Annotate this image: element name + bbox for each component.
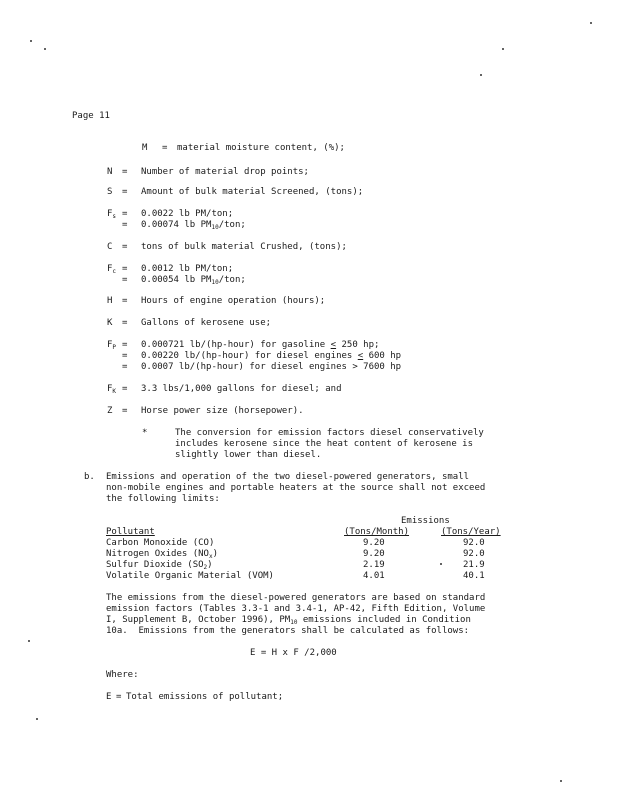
def-n-equals: = — [122, 167, 128, 177]
table-row-pollutant: Volatile Organic Material (VOM) — [106, 571, 274, 581]
footnote-marker: * — [142, 428, 148, 438]
def-fk-symbol: $F_K$ — [107, 384, 117, 395]
table-row-yearly: 92.0 — [463, 538, 485, 548]
def-e-equals: = — [116, 692, 122, 702]
section-b-marker: b. — [84, 472, 95, 482]
section-b-line-1: Emissions and operation of the two diesel-powered generators, small — [106, 472, 470, 482]
def-fs-equals: = — [122, 209, 128, 219]
def-k-text: Gallons of kerosene use; — [141, 318, 272, 328]
def-z-equals: = — [122, 406, 128, 416]
scan-speck — [30, 40, 32, 42]
def-h-text: Hours of engine operation (hours); — [141, 296, 326, 306]
footnote-line-1: The conversion for emission factors diesel conservatively — [175, 428, 484, 438]
def-fs-line2: 0.00074 lb $PM_{10}$/ton; — [141, 220, 246, 231]
def-s-symbol: S — [107, 187, 113, 197]
table-row-yearly: 40.1 — [463, 571, 485, 581]
table-header-pollutant: Pollutant — [106, 527, 155, 537]
def-fk-equals: = — [122, 384, 128, 394]
def-fp-line3: 0.0007 lb/(hp-hour) for diesel engines > 7600 hp — [141, 362, 402, 372]
scan-speck — [590, 22, 592, 24]
def-fc-line2: 0.00054 lb $PM_{10}$/ton; — [141, 275, 246, 286]
paragraph-2-line-1: The emissions from the diesel-powered generators are based on standard — [106, 593, 486, 603]
section-b-line-3: the following limits: — [106, 494, 220, 504]
def-e-symbol: E — [106, 692, 112, 702]
table-row-monthly: 4.01 — [363, 571, 385, 581]
scan-speck — [560, 780, 562, 782]
table-row-pollutant: Carbon Monoxide (CO) — [106, 538, 215, 548]
def-n-symbol: N — [107, 167, 113, 177]
def-fc-equals-2: = — [122, 275, 128, 285]
table-row-monthly: 9.20 — [363, 549, 385, 559]
def-s-equals: = — [122, 187, 128, 197]
def-fp-equals-2: = — [122, 351, 128, 361]
scan-speck — [44, 48, 46, 50]
table-row-monthly: 9.20 — [363, 538, 385, 548]
paragraph-2-line-4: 10a. Emissions from the generators shall be calculated as follows: — [106, 626, 470, 636]
where-label: Where: — [106, 670, 139, 680]
page-label: Page 11 — [72, 111, 110, 121]
def-h-symbol: H — [107, 296, 113, 306]
table-row-monthly: 2.19 — [363, 560, 385, 570]
def-k-symbol: K — [107, 318, 113, 328]
def-c-symbol: C — [107, 242, 113, 252]
def-fp-line1: 0.000721 lb/(hp-hour) for gasoline < 250 hp; — [141, 340, 380, 350]
scan-speck — [480, 74, 482, 76]
def-m-text: material moisture content, (%); — [177, 143, 345, 153]
paragraph-2-line-2: emission factors (Tables 3.3-1 and 3.4-1, AP-42, Fifth Edition, Volume — [106, 604, 486, 614]
def-fs-symbol: $F_s$ — [107, 209, 117, 220]
scan-speck — [440, 563, 442, 565]
def-m-equals: = — [162, 143, 168, 153]
def-k-equals: = — [122, 318, 128, 328]
def-fs-line1: 0.0022 lb PM/ton; — [141, 209, 234, 219]
def-fp-equals-3: = — [122, 362, 128, 372]
table-row-yearly: 21.9 — [463, 560, 485, 570]
scan-speck — [502, 48, 504, 50]
def-fc-symbol: $F_c$ — [107, 264, 117, 275]
table-header-year: (Tons/Year) — [441, 527, 501, 537]
def-fk-text: 3.3 lbs/1,000 gallons for diesel; and — [141, 384, 342, 394]
scan-speck — [36, 718, 38, 720]
section-b-line-2: non-mobile engines and portable heaters at the source shall not exceed — [106, 483, 486, 493]
table-row-pollutant: Sulfur Dioxide $(SO_2)$ — [106, 560, 213, 571]
def-c-text: tons of bulk material Crushed, (tons); — [141, 242, 347, 252]
table-row-yearly: 92.0 — [463, 549, 485, 559]
def-fp-line2: 0.00220 lb/(hp-hour) for diesel engines < 600 hp — [141, 351, 402, 361]
def-m-symbol: M — [142, 143, 148, 153]
paragraph-2-line-3: I, Supplement B, October 1996), $PM_{10}$ emissions included in Condition — [106, 615, 471, 626]
def-fp-symbol: $F_P$ — [107, 340, 117, 351]
table-row-pollutant: Nitrogen Oxides $(NO_x)$ — [106, 549, 218, 560]
def-n-text: Number of material drop points; — [141, 167, 309, 177]
def-fc-equals: = — [122, 264, 128, 274]
def-e-text: Total emissions of pollutant; — [126, 692, 284, 702]
footnote-line-3: slightly lower than diesel. — [175, 450, 322, 460]
def-fs-equals-2: = — [122, 220, 128, 230]
def-fc-line1: 0.0012 lb PM/ton; — [141, 264, 234, 274]
footnote-line-2: includes kerosene since the heat content of kerosene is — [175, 439, 474, 449]
table-group-header: Emissions — [401, 516, 450, 526]
def-c-equals: = — [122, 242, 128, 252]
def-fp-equals: = — [122, 340, 128, 350]
table-header-month: (Tons/Month) — [344, 527, 410, 537]
def-h-equals: = — [122, 296, 128, 306]
def-z-text: Horse power size (horsepower). — [141, 406, 304, 416]
def-z-symbol: Z — [107, 406, 113, 416]
def-s-text: Amount of bulk material Screened, (tons); — [141, 187, 364, 197]
emission-formula: E = H x F /2,000 — [250, 648, 337, 658]
scan-speck — [28, 640, 30, 642]
